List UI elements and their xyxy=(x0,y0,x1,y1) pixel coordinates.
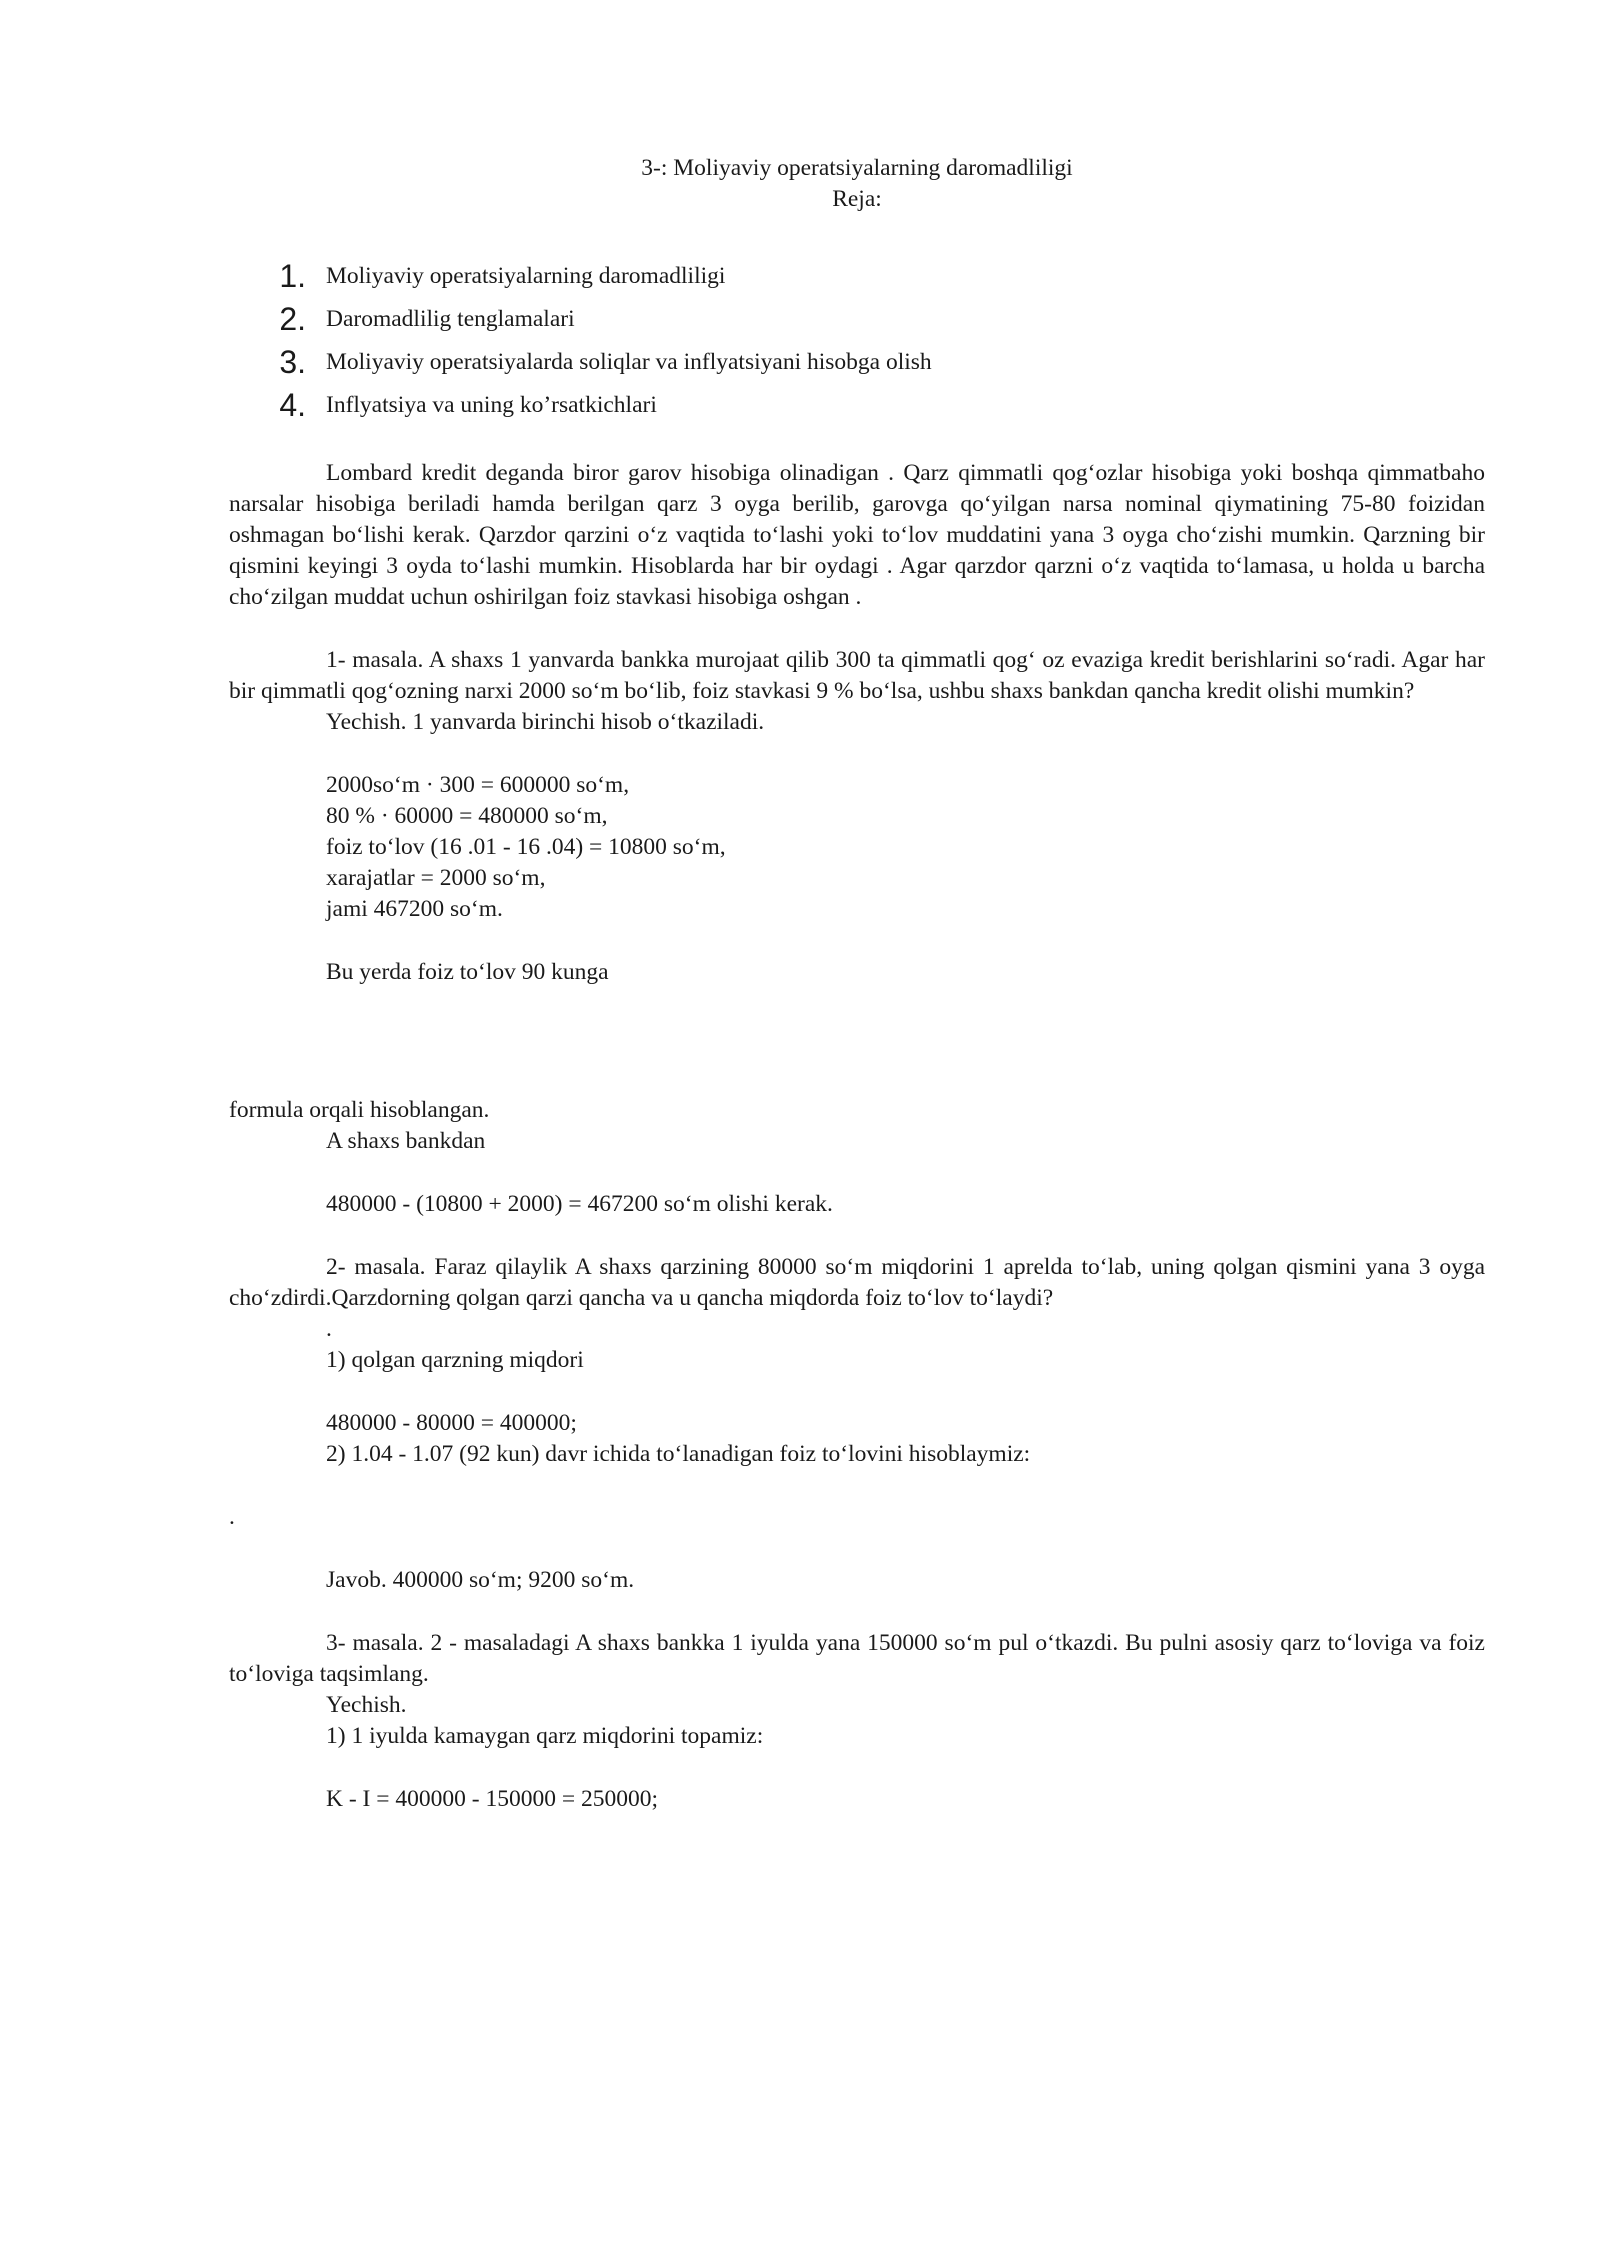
problem1-solution-intro: Yechish. 1 yanvarda birinchi hisob o‘tkaziladi. xyxy=(326,709,765,735)
problem3-step1-calc: K - I = 400000 - 150000 = 250000; xyxy=(326,1786,658,1812)
problem2-dot: . xyxy=(326,1316,332,1342)
problem1-calculations xyxy=(229,770,1485,925)
problem3-statement: 3- masala. 2 - masaladagi A shaxs bankka 1 iyulda yana 150000 so‘m pul o‘tkazdi. Bu pulni asosiy qarz to‘loviga va foiz to‘loviga taqsimlang. xyxy=(229,1630,1485,1687)
problem3-step1: 1) 1 iyulda kamaygan qarz miqdorini topamiz: xyxy=(326,1723,764,1749)
calc-line: xarajatlar = 2000 so‘m, xyxy=(326,865,546,891)
plan-item xyxy=(229,255,1485,298)
calc-line: jami 467200 so‘m. xyxy=(326,896,503,922)
plan-number: 3 . xyxy=(278,341,306,384)
problem2-step2: 2) 1.04 - 1.07 (92 kun) davr ichida to‘lanadigan foiz to‘lovini hisoblaymiz: xyxy=(326,1441,1031,1467)
plan-item xyxy=(229,341,1485,384)
plan-text: Daromadlilig tenglamalari xyxy=(326,306,575,332)
document-content xyxy=(229,153,1485,1815)
plan-text: Moliyaviy operatsiyalarda soliqlar va inflyatsiyani hisobga olish xyxy=(326,349,932,375)
page-title: 3-: Moliyaviy operatsiyalarning daromadliligi xyxy=(641,155,1073,181)
calc-line: foiz to‘lov (16 .01 - 16 .04) = 10800 so‘m, xyxy=(326,834,726,860)
problem1-bank-line: A shaxs bankdan xyxy=(326,1128,486,1154)
problem1-statement: 1- masala. A shaxs 1 yanvarda bankka murojaat qilib 300 ta qimmatli qog‘ oz evaziga kredit berishlarini so‘radi. Agar har bir qimmatli qog‘ozning narxi 2000 so‘m bo‘lib, foiz stavkasi 9 % bo‘lsa, ushbu shaxs bankdan qancha kredit olishi mumkin? xyxy=(229,647,1485,704)
problem2-step1-calc: 480000 - 80000 = 400000; xyxy=(326,1410,577,1436)
page-subtitle: Reja: xyxy=(832,186,882,212)
plan-item xyxy=(229,384,1485,427)
plan-number: 4 . xyxy=(278,384,306,427)
problem2-dot-2: . xyxy=(229,1504,235,1530)
plan-item xyxy=(229,298,1485,341)
problem2-statement: 2- masala. Faraz qilaylik A shaxs qarzining 80000 so‘m miqdorini 1 aprelda to‘lab, uning qolgan qismini yana 3 oyga cho‘zdirdi.Qarzdorning qolgan qarzi qancha va u qancha miqdorda foiz to‘lov to‘laydi? xyxy=(229,1254,1485,1311)
problem1-formula-note: formula orqali hisoblangan. xyxy=(229,1097,490,1123)
problem1-note: Bu yerda foiz to‘lov 90 kunga xyxy=(326,959,609,985)
problem2-step1: 1) qolgan qarzning miqdori xyxy=(326,1347,584,1373)
problem2-answer: Javob. 400000 so‘m; 9200 so‘m. xyxy=(326,1567,635,1593)
problem3-solution-intro: Yechish. xyxy=(326,1692,407,1718)
calc-line: 80 % · 60000 = 480000 so‘m, xyxy=(326,803,608,829)
plan-number: 2 . xyxy=(278,298,306,341)
plan-text: Inflyatsiya va uning ko’rsatkichlari xyxy=(326,392,657,418)
plan-list xyxy=(229,255,1485,427)
intro-paragraph: Lombard kredit deganda biror garov hisobiga olinadigan . Qarz qimmatli qog‘ozlar hisobiga yoki boshqa qimmatbaho narsalar hisobiga beriladi hamda berilgan qarz 3 oyga berilib, garovga qo‘yilgan narsa nominal qiymatining 75-80 foizidan oshmagan bo‘lishi kerak. Qarzdor qarzini o‘z vaqtida to‘lashi yoki to‘lov muddatini yana 3 oyga cho‘zishi mumkin. Qarzning bir qismini keyingi 3 oyda to‘lashi mumkin. Hisoblarda har bir oydagi . Agar qarzdor qarzni o‘z vaqtida to‘lamasa, u holda u barcha cho‘zilgan muddat uchun oshirilgan foiz stavkasi hisobiga oshgan . xyxy=(229,460,1485,610)
plan-text: Moliyaviy operatsiyalarning daromadliligi xyxy=(326,263,726,289)
problem1-result: 480000 - (10800 + 2000) = 467200 so‘m olishi kerak. xyxy=(326,1191,833,1217)
calc-line: 2000so‘m · 300 = 600000 so‘m, xyxy=(326,772,630,798)
plan-number: 1 . xyxy=(278,255,306,298)
title-block xyxy=(229,153,1485,215)
